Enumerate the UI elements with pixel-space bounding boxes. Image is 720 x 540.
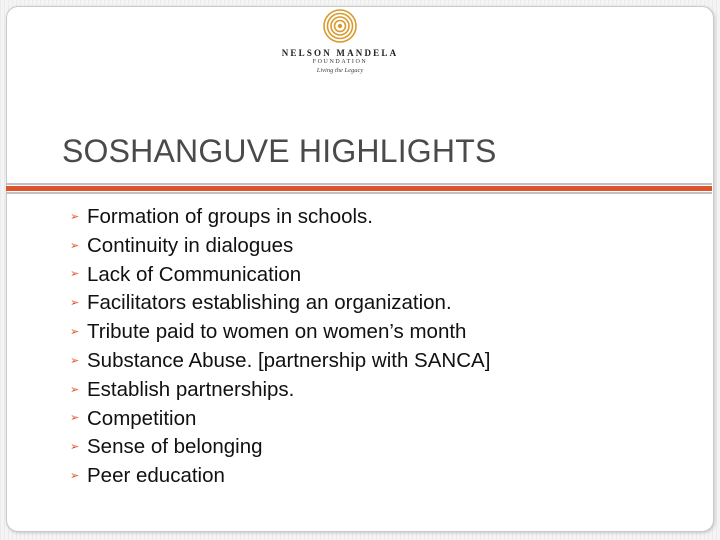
bullet-item	[70, 289, 490, 318]
title-divider-accent	[6, 186, 712, 191]
bullet-text: Sense of belonging	[87, 435, 263, 459]
bullet-item	[70, 433, 490, 462]
bullet-list	[70, 203, 490, 491]
bullet-item	[70, 203, 490, 232]
logo-subtitle: FOUNDATION	[312, 59, 368, 65]
bullet-text: Establish partnerships.	[87, 377, 295, 401]
bullet-text: Continuity in dialogues	[87, 233, 294, 257]
bullet-text: Formation of groups in schools.	[87, 205, 373, 228]
bullet-text: Substance Abuse. [partnership with SANCA]	[87, 348, 491, 372]
bullet-item	[70, 347, 490, 376]
foundation-logo	[268, 8, 412, 88]
bullet-item	[70, 462, 490, 491]
bullet-text: Facilitators establishing an organization.	[87, 291, 452, 315]
arrow-bullet-icon: ➢	[70, 383, 80, 396]
bullet-text: Competition	[87, 406, 197, 430]
slide-title: SOSHANGUVE HIGHLIGHTS	[62, 133, 497, 169]
bullet-item	[70, 318, 490, 347]
title-divider-top	[6, 183, 712, 185]
spiral-logo-icon	[322, 8, 358, 44]
bullet-item	[70, 232, 490, 261]
arrow-bullet-icon: ➢	[70, 268, 80, 281]
bullet-item	[70, 261, 490, 290]
arrow-bullet-icon: ➢	[70, 441, 80, 454]
logo-tagline: Living the Legacy	[316, 67, 364, 74]
bullet-item	[70, 405, 490, 434]
arrow-bullet-icon: ➢	[70, 470, 80, 483]
arrow-bullet-icon: ➢	[70, 326, 80, 339]
bullet-text: Peer education	[87, 464, 225, 488]
bullet-text: Tribute paid to women on women’s month	[87, 320, 467, 344]
arrow-bullet-icon: ➢	[70, 297, 80, 310]
bullet-item	[70, 376, 490, 405]
arrow-bullet-icon: ➢	[70, 210, 80, 223]
title-divider-bottom	[6, 192, 712, 194]
arrow-bullet-icon: ➢	[70, 239, 80, 252]
logo-name: NELSON MANDELA	[281, 48, 399, 58]
bullet-text: Lack of Communication	[87, 262, 302, 286]
arrow-bullet-icon: ➢	[70, 412, 80, 425]
arrow-bullet-icon: ➢	[70, 354, 80, 367]
